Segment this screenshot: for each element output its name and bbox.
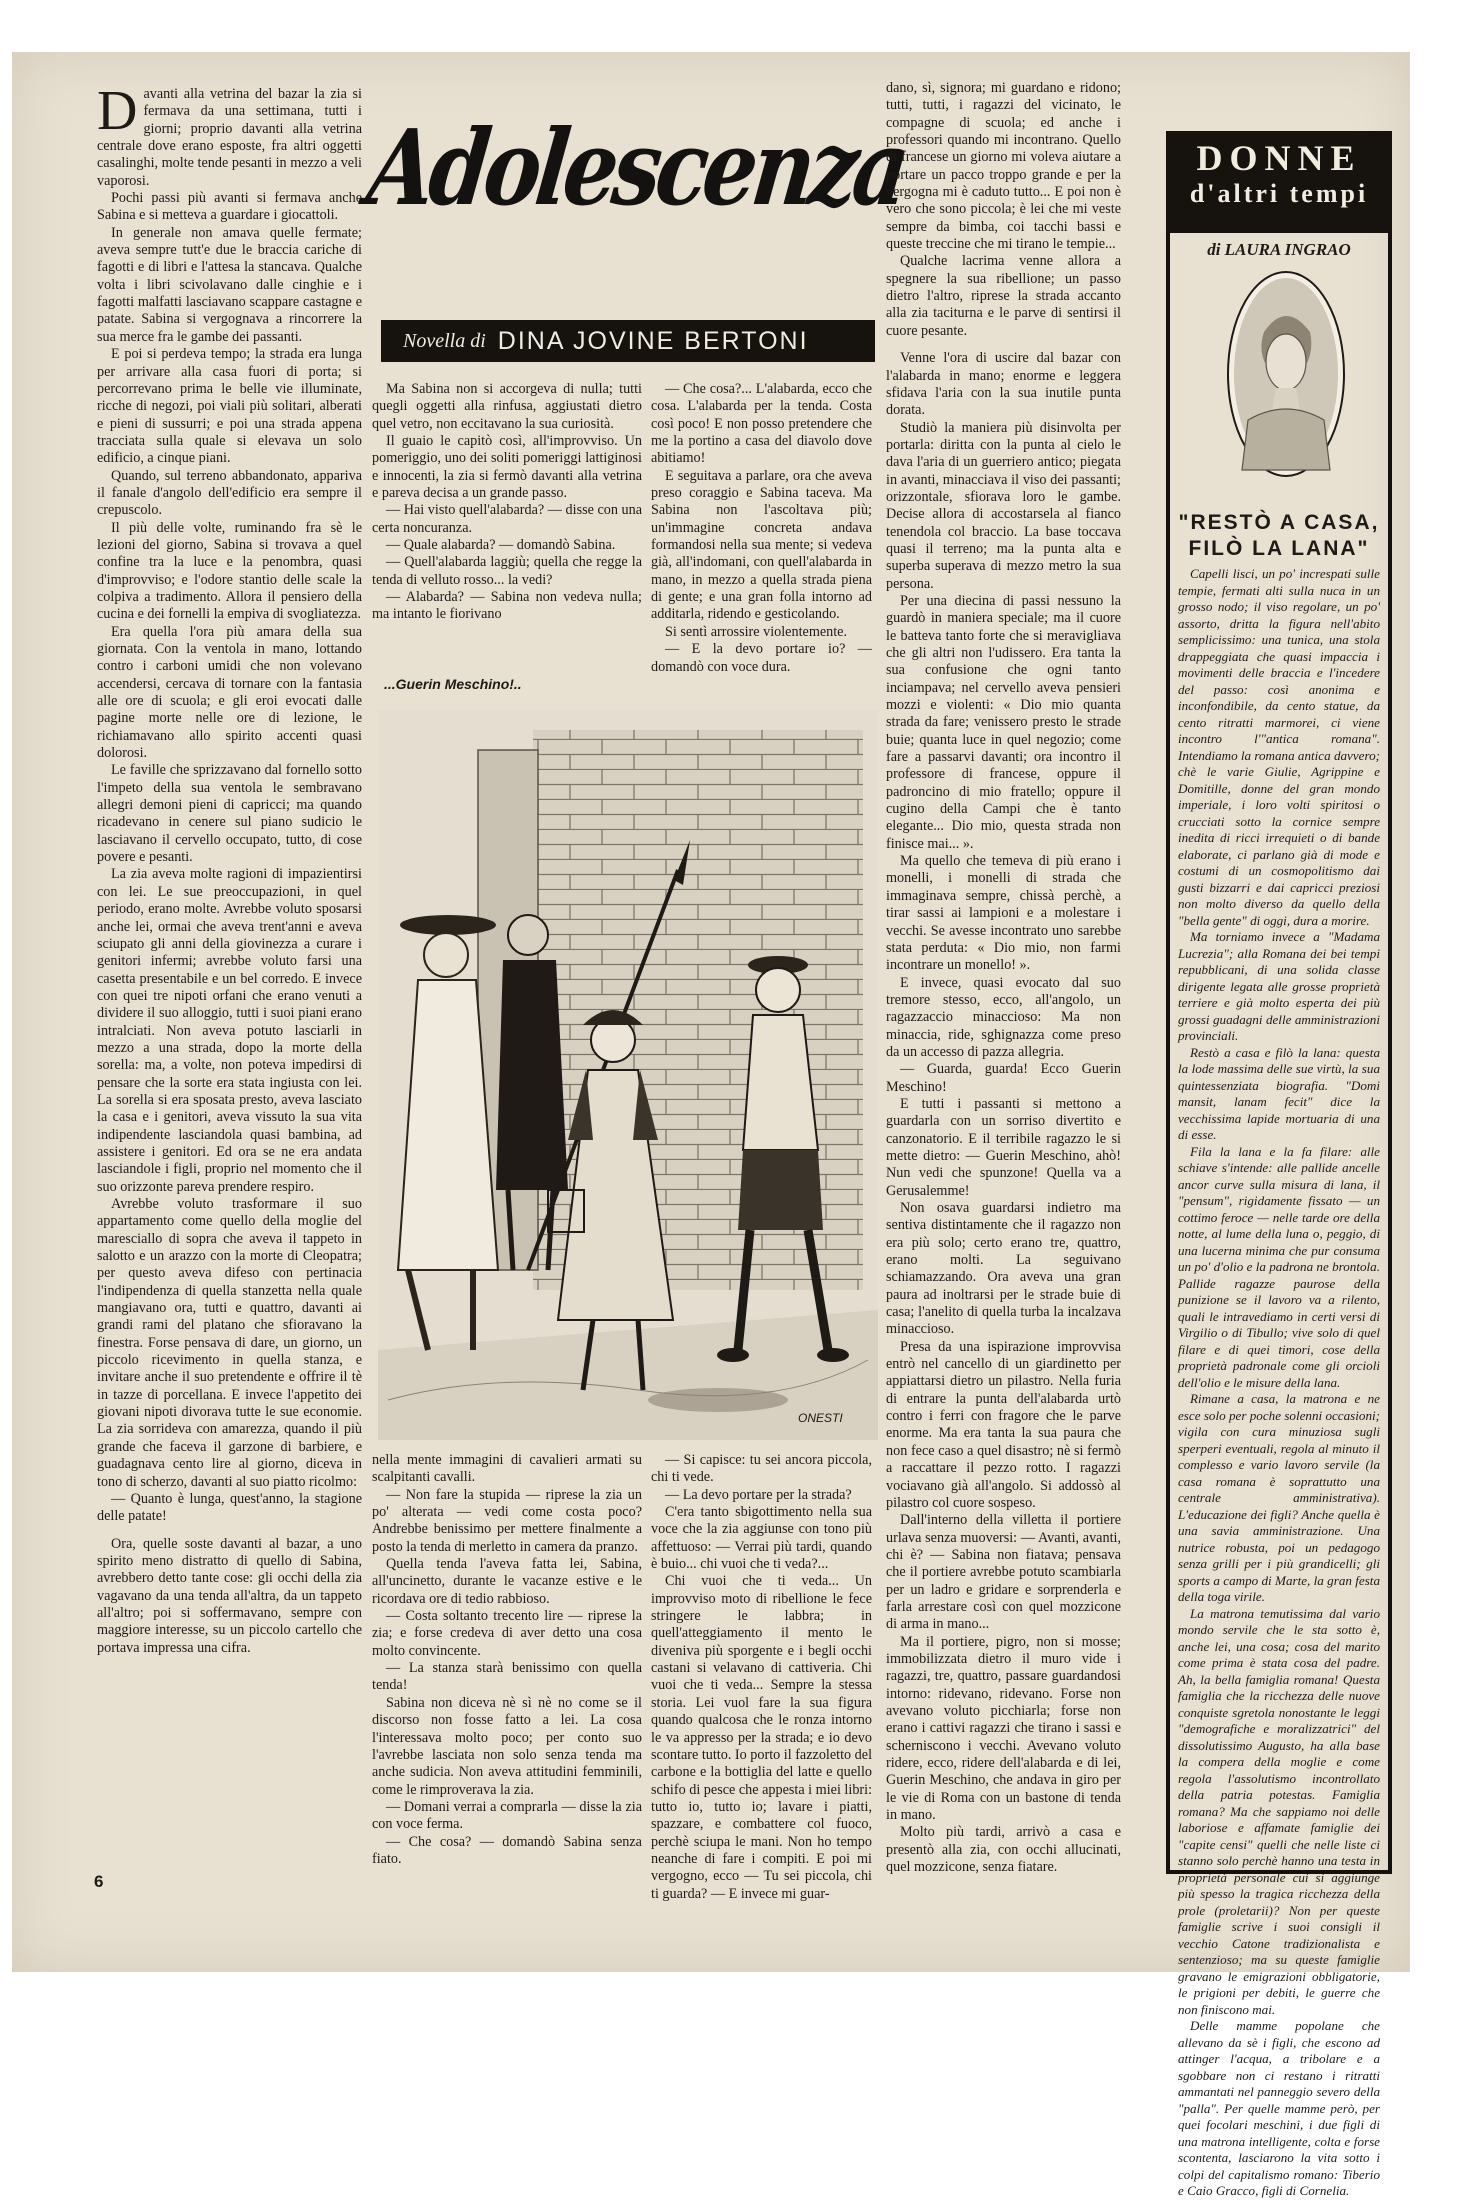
sidebar-heading-band <box>1166 131 1392 233</box>
sidebar-text <box>1178 566 1380 2200</box>
paragraph: Quando, sul terreno abbandonato, appariva il fanale d'angolo dell'edificio era sempre il crepuscolo. <box>97 467 362 519</box>
paragraph: Ma Sabina non si accorgeva di nulla; tutti quegli oggetti alla rinfusa, aggiustati dietro quel vetro, non eccitavano la sua curiosità. <box>372 381 642 432</box>
paragraph: Dall'interno della villetta il portiere urlava senza muoversi: — Avanti, avanti, chi è? — Sabina non fiatava; pensava che il portiere avrebbe potuto scambiarla per un ladro e gridare e sorprenderla e farla arrestare così con quel mozzicone di arma in mano... <box>886 1512 1121 1633</box>
story-column-3 <box>651 381 872 676</box>
story-column-1 <box>97 80 362 1657</box>
paragraph: Studiò la maniera più disinvolta per portarla: diritta con la punta al cielo le dava l'aria di un guerriero antico; piegata in avanti, minacciava il viso dei passanti; orizzontale, sfiorava loro le gambe. Decise allora di accostarsela al fianco tenendola col braccio. La base toccava quasi il terreno; ma la punta alta e superba superava di mezzo metro la sua persona. <box>886 419 1121 592</box>
paragraph: — Guarda, guarda! Ecco Guerin Meschino! <box>886 1061 1121 1095</box>
paragraph: Molto più tardi, arrivò a casa e presentò alla zia, con occhi allucinati, quel mozzicone, senza fiatare. <box>886 1824 1121 1876</box>
paragraph: Per una diecina di passi nessuno la guardò in maniera speciale; ma il cuore le batteva tanto forte che si meravigliava che gli altri non l'udissero. Era tanta la sua confusione che ogni tanto inciampava; nel cervello aveva pensieri mozzi e violenti: « Dio mio quanta strada da fare; venissero presto le strade buie; quanta luce in quel negozio; come fare a passarvi davanti; ora incontro il professore di francese, oppure il padroncino di mio fratello; oppure il cugino della Campi che è tanto elegante... Dio mio, questa strada non finisce mai... ». <box>886 592 1121 852</box>
paragraph: Ora, quelle soste davanti al bazar, a uno spirito meno distratto di quello di Sabina, avrebbero detto tante cose: gli occhi della zia vagavano da una tenda all'altra, da un tappeto all'altro; poi si soffermavano, sempre con maggiore interesse, su un piccolo cartello che portava impressa una cifra. <box>97 1535 362 1656</box>
paragraph: E poi si perdeva tempo; la strada era lunga per arrivare alla casa fuori di porta; si percorrevano prima le belle vie illuminate, ricche di negozi, poi viali più solitari, alberati e pieni di sussurri; e poi una strada appena tracciata sulla quale si elevava un solo edificio, a cinque piani. <box>97 346 362 467</box>
paragraph: C'era tanto sbigottimento nella sua voce che la zia aggiunse con tono più affettuoso: — Verrai più tardi, quando è buio... chi vuoi che ti veda?... <box>651 1504 872 1573</box>
paragraph: — Costa soltanto trecento lire — riprese la zia; e forse credeva di aver detto una cosa molto convincente. <box>372 1608 642 1659</box>
story-column-2-continued <box>372 1452 642 1868</box>
page-number: 6 <box>94 1872 104 1891</box>
paragraph: — Domani verrai a comprarla — disse la zia con voce ferma. <box>372 1798 642 1833</box>
illustration <box>378 710 878 1440</box>
sidebar-paragraph: Delle mamme popolane che allevano da sè i figli, che escono ad attinger l'acqua, a tribolare e a sgobbare non ci restano i ritratti ammantati nel panneggio severo della "palla". Per quelle mamme però, per quei focolari meschini, i due figli di una matrona intelligente, colta e forse scontenta, lasciarono la vita sotto i colpi del capitalismo romano: Tiberio e Caio Gracco, figli di Cornelia. <box>1178 2018 1380 2198</box>
illustration-signature: ONESTI <box>798 1411 843 1425</box>
paragraph: Qualche lacrima venne allora a spegnere la sua ribellione; un passo dietro l'altro, riprese la strada accanto alla zia taciturna e le parve di sentirsi il cuore pesante. <box>886 253 1121 339</box>
paragraph: In generale non amava quelle fermate; aveva sempre tutt'e due le braccia cariche di fagotti e di libri e l'attesa la stancava. Qualche volta i libri scivolavano dalle cinghie e i fagotti malfatti lasciavano scappare castagne e patate. Sabina si vergognava a rincorrere la sua merce fra le gambe dei passanti. <box>97 224 362 345</box>
story-opening: avanti alla vetrina del bazar la zia si fermava da una settimana, tutti i giorni; proprio davanti alla vetrina centrale dove erano esposte, fra altri oggetti casalinghi, molte tende pesanti in mezzo a veli vaporosi. <box>97 86 362 189</box>
paragraph: — E la devo portare io? — domandò con voce dura. <box>651 641 872 675</box>
paragraph: Il guaio le capitò così, all'improvviso. Un pomeriggio, uno dei soliti pomeriggi lattiginosi e innocenti, la zia si fermò davanti alla vetrina e pareva decisa a un grande passo. <box>372 433 642 502</box>
paragraph: Avrebbe voluto trasformare il suo appartamento come quello della moglie del maresciallo di sopra che aveva il tappeto in salotto e un arazzo con la morte di Cleopatra; per questo aveva difeso con pertinacia l'indipendenza di quella stanzetta nella quale mangiavano ora, tutti e quattro, davanti ai grandi rami del platano che sfioravano la finestra. Forse pensava di dare, un giorno, un piccolo ricevimento in quella stanza, e invitare anche il suo pretendente e offrire il tè in tazze di porcellana. E invece l'appetito dei giovani nipoti divorava tutte le sue economie. La zia sorrideva con amarezza, quando il più grande che faceva il garzone di barbiere, e guadagnava cento lire al giorno, diceva in tono di scherzo, davanti al suo piatto ricolmo: <box>97 1196 362 1490</box>
paragraph: — Quanto è lunga, quest'anno, la stagione delle patate! <box>97 1490 362 1525</box>
paragraph: Pochi passi più avanti si fermava anche Sabina e si metteva a guardare i giocattoli. <box>97 190 362 224</box>
paragraph: Si sentì arrossire violentemente. <box>665 623 848 640</box>
sidebar-paragraph: Ma torniamo invece a "Madama Lucrezia"; alla Romana dei bei tempi repubblicani, di una solida classe dirigente legata alle grosse proprietà terriere e già molto esperta dei più grossi guadagni delle amministrazioni provinciali. <box>1178 929 1380 1043</box>
paragraph: Ma il portiere, pigro, non si mosse; immobilizzata dietro il muro vide i ragazzi, tre, quattro, passare guardandosi intorno: ridevano, ridevano. Forse non avevano voluto picchiarla; forse non erano i cattivi ragazzi che tirano i sassi e scherniscono i vecchi. Avevano voluto ridere, ecco, ridere dell'alabarda e di lei, Guerin Meschino, che andava in giro per le vie di Roma con un bastone di tenda in mano. <box>886 1633 1121 1824</box>
story-column-3-continued <box>651 1452 872 1903</box>
byline-prefix: Novella di <box>403 329 486 352</box>
paragraph: Presa da una ispirazione improvvisa entrò nel cancello di un giardinetto per appiattarsi dietro un pilastro. Nella furia di entrare la punta dell'alabarda urtò contro i ferri con fragore che le parve enorme. Ma era tanta la sua paura che non fece caso a quel disastro; nè si fermò a raccattare il pezzo rotto. I ragazzi vociavano già all'angolo. Si addossò al pilastro col cuore sospeso. <box>886 1338 1121 1511</box>
paragraph: — Che cosa? — domandò Sabina senza fiato. <box>372 1833 642 1867</box>
story-column-2 <box>372 381 642 624</box>
paragraph: Le faville che sprizzavano dal fornello sotto l'impeto della sua ventola le sembravano allegri demoni pieni di capricci; ma quando ricadevano in cenere sul piano sudicio le lasciavano il cervello occupato, tutto, di cose povere e pesanti. <box>97 762 362 866</box>
paragraph: E tutti i passanti si mettono a guardarla con un sorriso divertito e canzonatorio. E il terribile ragazzo le si mette dietro: — Guerin Meschino, ahò! Nun vedi che spunzone! Quella va a Gerusalemme! <box>886 1095 1121 1199</box>
paragraph: — Quale alabarda? — domandò Sabina. <box>386 537 616 554</box>
paragraph: Il più delle volte, ruminando fra sè le lezioni del giorno, Sabina si trovava a quel confine tra la luce e la penombra, quasi d'improvviso; e l'odore stantio delle scale la colpiva a tradimento. Allora il pensiero della cucina e dei fornelli la empiva di svogliatezza. <box>97 519 362 623</box>
paragraph: Quella tenda l'aveva fatta lei, Sabina, all'uncinetto, durante le vacanze estive e le ricordava ore di tedio rabbioso. <box>372 1556 642 1607</box>
paragraph: — Alabarda? — Sabina non vedeva nulla; ma intanto le fiorivano <box>372 589 642 623</box>
paragraph: Era quella l'ora più amara della sua giornata. Con la ventola in mano, lottando contro i carboni umidi che non volevano accendersi, cercava di tornare con la fantasia alle ore di scuola; e gli eroi evocati dalle pagine morte nelle ore di lezione, le richiamavano allo spirito accenti quasi dolorosi. <box>97 623 362 762</box>
sidebar-subheading-line-1: "RESTÒ A CASA, <box>1178 511 1380 534</box>
paragraph: dano, sì, signora; mi guardano e ridono; tutti, tutti, i ragazzi del vicinato, le compagne di scuola; ed anche i professori quando mi incontrano. Quello di francese un giorno mi voleva aiutare a portare un pacco troppo grande e per la vergogna mi è caduto tutto... E poi non è vero che sono piccola; è lei che mi veste sempre da bimba, coi tacchi bassi e queste treccine che mi tirano le tempie... <box>886 80 1121 253</box>
paragraph: — Che cosa?... L'alabarda, ecco che cosa. L'alabarda per la tenda. Costa così poco! E non posso pretendere che me la portino a casa del diavolo dove abitiamo! <box>651 381 872 467</box>
paragraph: Sabina non diceva nè sì nè no come se il discorso non fosse fatto a lei. La cosa l'interessava molto poco; per conto suo l'avrebbe lasciata non solo senza tenda ma anche sudicia. Non aveva attitudini femminili, come le rimproverava la zia. <box>372 1694 642 1798</box>
drop-cap: D <box>97 80 138 142</box>
paragraph: — Quell'alabarda laggiù; quella che regge la tenda di velluto rosso... la vedi? <box>372 554 642 588</box>
sidebar-paragraph: La matrona temutissima dal vario mondo servile che le sta sotto è, anche lei, una cosa; cosa del marito come prima è stata cosa del padre. Ah, la bella famiglia romana! Questa famiglia che la ricchezza delle nuove conquiste sgretola nonostante le leggi "demografiche e moralizzatrici" del dissolutissimo Augusto, ha alla base la compera della moglie e come regola l'assolutismo incontrollato della patria potestas. Famiglia romana? Ma che sappiamo noi delle laboriose e affamate famiglie dei "capite censi" quelli che nelle liste ci stanno solo perchè hanno una testa in proprietà personale cui si aggiunge più spesso la tragica ricchezza della prole (proletarii)? Non per queste famiglie scrive i suoi consigli il vecchio Catone tradizionalista e sentenzioso; ma su queste famiglie gravano le emigrazioni obbligatorie, le prigioni per debiti, le guerre che non finiscono mai. <box>1178 1605 1380 2017</box>
paragraph: Ma quello che temeva di più erano i monelli, i monelli di strada che immaginava sempre, chissà perchè, a tirar sassi ai lampioni e a molestare i vecchi. Se avesse incontrato uno sarebbe stata perduta: « Dio mio, non farmi incontrare un monello! ». <box>886 853 1121 974</box>
paragraph: — La stanza starà benissimo con quella tenda! <box>372 1660 642 1694</box>
sidebar-subheading <box>1166 510 1392 562</box>
sidebar-heading-sub: d'altri tempi <box>1189 179 1369 208</box>
byline-author: DINA JOVINE BERTONI <box>497 326 809 355</box>
paragraph: Venne l'ora di uscire dal bazar con l'alabarda in mano; enorme e leggera sfidava l'aria con la sua inutile punta dorata. <box>886 350 1121 419</box>
sidebar-paragraph: Rimane a casa, la matrona e ne esce solo per poche solenni occasioni; vigila con cura minuziosa sugli sperperi eventuali, regola al minuto il complesso e vario lavoro servile (la casa romana è soprattutto una centrale amministrativa). L'educazione dei figli? Anche quella è una savia amministrazione. Una nutrice robusta, poi un pedagogo senza grilli per i più grandicelli; gli sports a campo di Marte, la gran festa della toga virile. <box>1178 1391 1380 1604</box>
sidebar-paragraph: Fila la lana e la fa filare: alle schiave s'intende: alle pallide ancelle ancor curve sulla misura di lana, il "pensum", rigidamente fissato — un cottimo feroce — nelle tarde ore della notte, al lume della luna o, peggio, di una lucerna minima che pur consuma un po' d'olio e la padrona ne brontola. Pallide ragazze paurose della punizione se il lavoro va a rilento, quali le intravediamo in certi versi di Virgilio o di Tibullo; vive solo di quel filare e di quei timori, cose della proprietà padronale come gli orcioli dell'olio e le misure della lana. <box>1178 1143 1380 1390</box>
story-title: Adolescenza <box>361 106 912 229</box>
sidebar-subheading-line-2: FILÒ LA LANA" <box>1188 537 1370 560</box>
paragraph: — La devo portare per la strada? <box>665 1486 852 1503</box>
paragraph: nella mente immagini di cavalieri armati su scalpitanti cavalli. <box>372 1452 642 1486</box>
sidebar-paragraph: Restò a casa e filò la lana: questa la lode massima delle sue virtù, la sua quintessenziata biografia. "Domi mansit, lanam fecit" dice la vecchissima lapide mortuaria di una di esse. <box>1178 1044 1380 1142</box>
paragraph: — Non fare la stupida — riprese la zia un po' alterata — vedi come costa poco? Andrebbe benissimo per mettere finalmente a posto la tenda di merletto in camera da pranzo. <box>372 1486 642 1555</box>
byline-band <box>381 320 875 362</box>
sidebar-heading: DONNE <box>1196 138 1362 178</box>
sidebar-author: di LAURA INGRAO <box>1207 240 1351 259</box>
roman-bust-portrait <box>1226 270 1346 478</box>
paragraph: E invece, quasi evocato dal suo tremore stesso, ecco, all'angolo, un ragazzaccio minaccioso: Ma non minaccia, ride, sghignazza come preso da un accesso di pazza allegria. <box>886 974 1121 1060</box>
paragraph: — Si capisce: tu sei ancora piccola, chi ti vede. <box>651 1452 872 1486</box>
paragraph: La zia aveva molte ragioni di impazientirsi con lei. Le sue preoccupazioni, in quel periodo, erano molte. Avrebbe voluto sposarsi anche lei, ormai che aveva trent'anni e aveva sciupato gli anni della giovinezza a curare i genitori infermi; avrebbe voluto farsi una casetta presentabile e un bel corredo. E invece con quei tre nipoti orfani che erano venuti a dividere il suo alloggio, tutti i suoi piani erano intralciati. Non aveva potuto lasciarli in mezzo a una strada, dopo la morte della sorella: ma, a volte, non poteva impedirsi di pensare che la sorte era stata ingiusta con lei. La sorella si era sposata presto, aveva lasciato la casa e i genitori, aveva vissuto la sua vita indipendente lasciandola quasi bambina, ad assistere i genitori. Ed ora se ne era andata lasciandole i figli, proprio nel momento che il suo orizzonte pareva prendere respiro. <box>97 866 362 1195</box>
story-column-4 <box>886 80 1121 1876</box>
paragraph: Non osava guardarsi indietro ma sentiva distintamente che il ragazzo non era più solo; certo erano tre, quattro, erano molti. La seguivano schiamazzando. Ora aveva una gran paura ad inoltrarsi per le strade buie di casa; l'anelito di quella turba la incalzava minaccioso. <box>886 1200 1121 1338</box>
paragraph: Chi vuoi che ti veda... Un improvviso moto di ribellione le fece stringere le labbra; in quell'atteggiamento il mento le diveniva più sporgente e i begli occhi castani si velavano di cattiveria. Chi vuoi che ti veda... Sempre la stessa storia. Lei vuol fare la sua figura quando qualcosa che le ronza intorno le va appresso per la strada; e io devo scontare tutto. Io porto il fazzoletto del carbone e la bottiglia del latte e quello schifo di pesce che appesta i miei libri: tutto io, tutto io; lavare i piatti, spazzare, e combattere col fuoco, perchè sciupa le mani. Non ho tempo neanche di fare i compiti. E poi mi vergogno, ecco — Tu sei piccola, chi ti guarda? — E invece mi guar- <box>651 1573 873 1902</box>
paragraph: — Hai visto quell'alabarda? — disse con una certa noncuranza. <box>372 502 642 536</box>
illustration-caption: ...Guerin Meschino!.. <box>384 676 522 692</box>
sidebar-paragraph: Capelli lisci, un po' increspati sulle tempie, fermati alti sulla nuca in un grosso nodo; il viso regolare, un po' assorto, dritta la figura nell'abito semplicissimo: una tunica, una stola drappeggiata che quasi impaccia i movimenti delle braccia e l'incedere del passo: così anonima e inconfondibile, da cento statue, da cento ritratti marmorei, ci viene incontro l'"antica romana". Intendiamo la romana antica davvero; chè le varie Giulie, Agrippine e Domitille, donne del gran mondo imperiale, i loro volti spiritosi o crucciati sotto la cornice sempre inedita di ricci irrequieti o di bande elaborate, ci parlano già di mode e costumi di un cosmopolitismo dai gusti bizzarri e dai capricci preziosi non molto diverso da quello della "bella gente" di oggi, dura a morire. <box>1178 566 1380 928</box>
paragraph: E seguitava a parlare, ora che aveva preso coraggio e Sabina taceva. Ma Sabina non l'ascoltava più; un'immagine concreta andava formandosi nella sua mente; si vedeva già, all'indomani, con quell'alabarda in mano, in mezzo a quella strada piena di gente; e una gran folla intorno ad additarla, ridendo e gesticolando. <box>651 467 872 623</box>
